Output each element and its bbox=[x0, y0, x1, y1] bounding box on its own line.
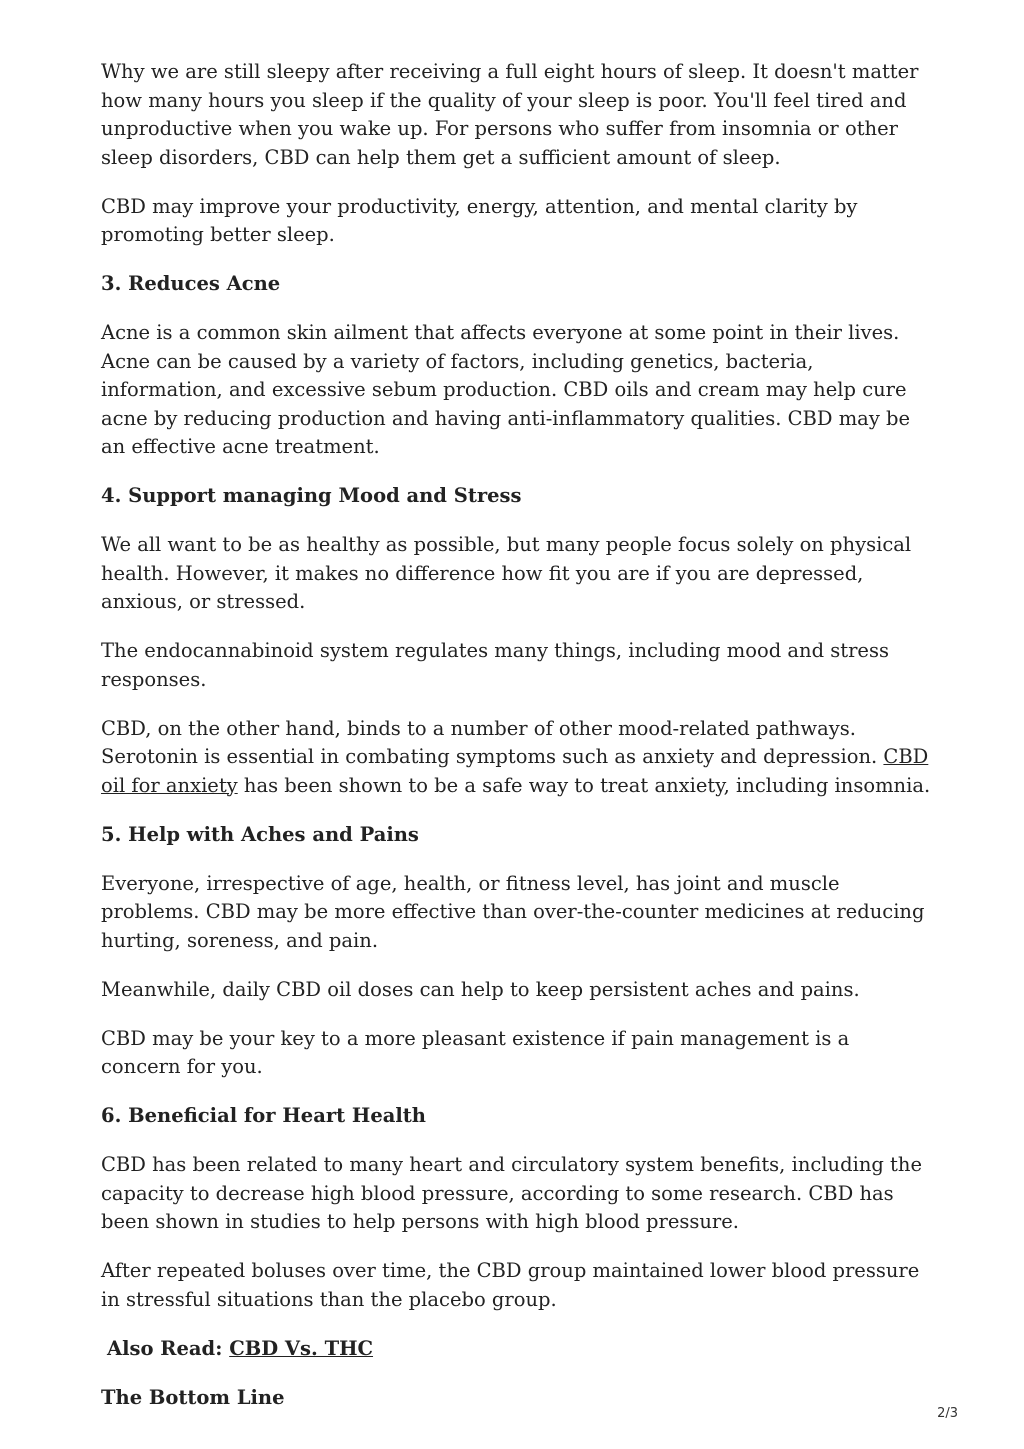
cbd-vs-thc-link[interactable]: CBD Vs. THC bbox=[229, 1336, 374, 1360]
mood-paragraph-2: The endocannabinoid system regulates many things, including mood and stress responses. bbox=[101, 639, 889, 691]
mood-paragraph-3 bbox=[101, 715, 931, 801]
mood-paragraph-3-text-before: CBD, on the other hand, binds to a number of other mood-related pathways. Serotonin is essential in combating symptoms such as anxiety and depression. bbox=[101, 716, 884, 768]
aches-paragraph-1: Everyone, irrespective of age, health, or fitness level, has joint and muscle problems. CBD may be more effective than over-the-counter medicines at reducing hurting, soreness, and pain. bbox=[101, 871, 925, 952]
section-heading-heart-health: 6. Beneficial for Heart Health bbox=[101, 1104, 426, 1127]
acne-paragraph: Acne is a common skin ailment that affects everyone at some point in their lives. Acne can be caused by a variety of factors, including genetics, bacteria, information, and excessive sebum production. CBD oils and cream may help cure acne by reducing production and having anti-inflammatory qualities. CBD may be an effective acne treatment. bbox=[101, 321, 911, 458]
intro-paragraph-2: CBD may improve your productivity, energy, attention, and mental clarity by promoting better sleep. bbox=[101, 194, 858, 246]
page-number: 2/3 bbox=[937, 1406, 958, 1421]
section-heading-bottom-line: The Bottom Line bbox=[101, 1385, 285, 1409]
document-body bbox=[101, 58, 931, 1433]
intro-paragraph-1: Why we are still sleepy after receiving a full eight hours of sleep. It doesn't matter how many hours you sleep if the quality of your sleep is poor. You'll feel tired and unproductive when you wake up. For persons who suffer from insomnia or other sleep disorders, CBD can help them get a sufficient amount of sleep. bbox=[101, 60, 919, 169]
heart-paragraph-2: After repeated boluses over time, the CBD group maintained lower blood pressure in stressful situations than the placebo group. bbox=[101, 1259, 920, 1311]
mood-paragraph-3-text-after: has been shown to be a safe way to treat anxiety, including insomnia. bbox=[237, 773, 931, 797]
also-read-heading bbox=[101, 1335, 931, 1364]
aches-paragraph-3: CBD may be your key to a more pleasant existence if pain management is a concern for you. bbox=[101, 1026, 850, 1078]
also-read-label: Also Read: bbox=[107, 1336, 230, 1360]
cbd-oil-for-anxiety-link[interactable]: CBD oil for anxiety bbox=[101, 745, 929, 797]
section-heading-reduces-acne: 3. Reduces Acne bbox=[101, 272, 281, 295]
section-heading-mood-stress: 4. Support managing Mood and Stress bbox=[101, 484, 522, 507]
aches-paragraph-2: Meanwhile, daily CBD oil doses can help to keep persistent aches and pains. bbox=[101, 977, 860, 1001]
section-heading-aches-pains: 5. Help with Aches and Pains bbox=[101, 822, 419, 846]
mood-paragraph-1: We all want to be as healthy as possible, but many people focus solely on physical health. However, it makes no difference how fit you are if you are depressed, anxious, or stressed. bbox=[101, 533, 912, 613]
heart-paragraph-1: CBD has been related to many heart and circulatory system benefits, including the capacity to decrease high blood pressure, according to some research. CBD has been shown in studies to help persons with high blood pressure. bbox=[101, 1153, 922, 1233]
